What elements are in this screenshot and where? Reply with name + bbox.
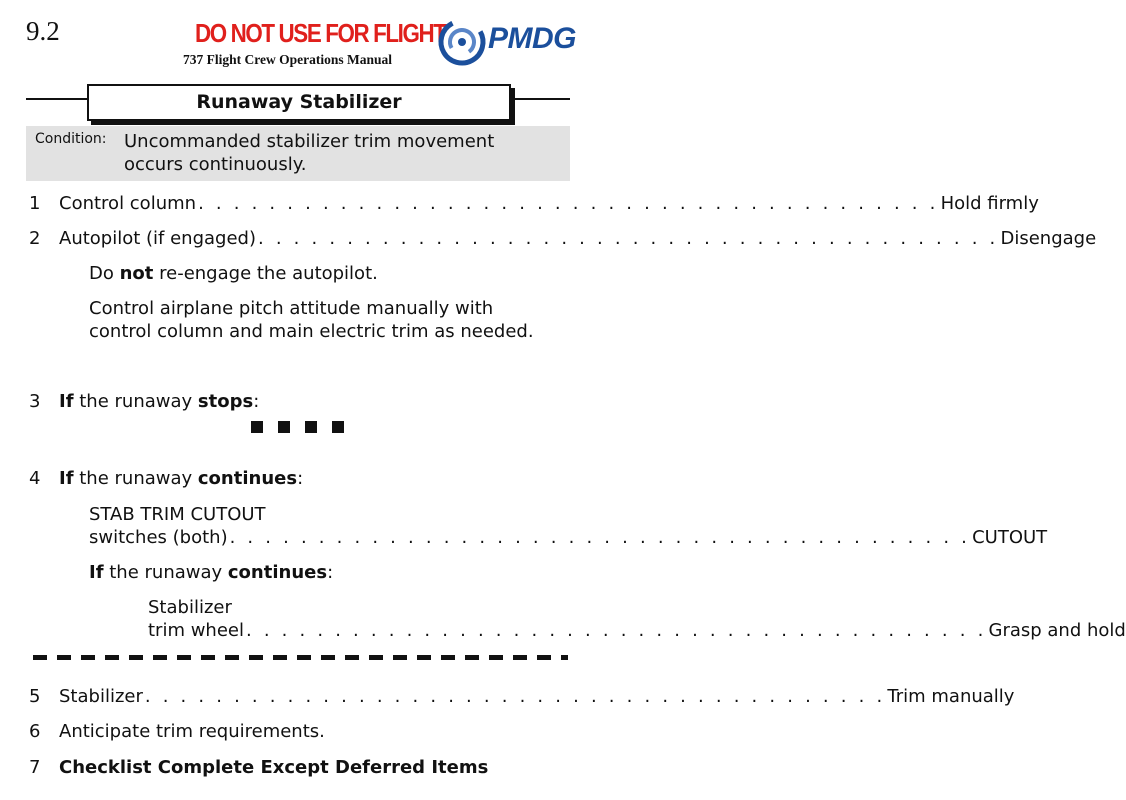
step-action: Hold firmly <box>940 193 1039 214</box>
note-emphasis: not <box>119 263 154 284</box>
condition-colon: : <box>297 468 304 489</box>
leader-dots: . . . . . . . . . . . . . . . . . . . . . . . . . . . . . . . . . . . . . . . . . . <box>246 620 987 641</box>
item-action: CUTOUT <box>972 527 1048 548</box>
item-action: Grasp and hold <box>988 620 1126 641</box>
leader-dots: . . . . . . . . . . . . . . . . . . . . . . . . . . . . . . . . . . . . . . . . . . <box>229 527 971 548</box>
step-4 <box>26 467 568 491</box>
end-marker-square <box>251 421 263 433</box>
note-text: re-engage the autopilot. <box>153 263 378 284</box>
condition-if: If <box>59 391 74 412</box>
end-marker-square <box>305 421 317 433</box>
checklist-title-box <box>87 84 511 121</box>
condition-text: the runaway <box>73 468 198 489</box>
step-condition <box>59 467 303 491</box>
step-label: Autopilot (if engaged) <box>59 228 256 249</box>
condition-if: If <box>89 562 104 583</box>
condition-keyword: continues <box>197 468 298 489</box>
step-7 <box>26 756 568 780</box>
wheel-item <box>148 619 1126 643</box>
step-number: 6 <box>29 721 41 742</box>
wheel-line-1: Stabilizer <box>148 597 232 618</box>
step-2-note-1 <box>89 262 559 285</box>
leader-dots: . . . . . . . . . . . . . . . . . . . . . . . . . . . . . . . . . . . . . . . . . . <box>144 686 886 707</box>
step-5 <box>26 685 1015 709</box>
leader-dots: . . . . . . . . . . . . . . . . . . . . . . . . . . . . . . . . . . . . . . . . . . <box>198 193 939 214</box>
step-text: Anticipate trim requirements. <box>59 721 325 742</box>
logo-text: PMDG <box>488 22 576 55</box>
end-marker-square <box>332 421 344 433</box>
step-number: 1 <box>29 193 41 214</box>
dashed-divider <box>33 655 568 660</box>
cutout-item <box>89 526 1048 550</box>
step-3 <box>26 390 568 414</box>
step-number: 4 <box>29 468 41 489</box>
step-number: 3 <box>29 391 41 412</box>
condition-text: the runaway <box>73 391 198 412</box>
step-2-note-2: Control airplane pitch attitude manually with control column and main electric trim as needed. <box>89 298 534 342</box>
condition-text: Uncommanded stabilizer trim movement occurs continuously. <box>124 131 495 175</box>
condition-label: Condition: <box>35 131 107 147</box>
step-number: 7 <box>29 757 41 778</box>
condition-box <box>26 126 570 181</box>
condition-keyword: stops <box>197 391 254 412</box>
step-text-bold: Checklist Complete Except Deferred Items <box>59 757 489 778</box>
manual-title: 737 Flight Crew Operations Manual <box>183 52 392 67</box>
condition-colon: : <box>253 391 260 412</box>
step-6 <box>26 720 568 744</box>
page-number: 9.2 <box>26 16 60 46</box>
leader-dots: . . . . . . . . . . . . . . . . . . . . . . . . . . . . . . . . . . . . . . . . . . <box>257 228 999 249</box>
cutout-line-1: STAB TRIM CUTOUT <box>89 504 266 525</box>
condition-if: If <box>59 468 74 489</box>
step-2 <box>26 227 1097 251</box>
step-1 <box>26 192 1039 216</box>
condition-text: the runaway <box>103 562 228 583</box>
step-action: Trim manually <box>887 686 1015 707</box>
step-number: 5 <box>29 686 41 707</box>
warning-banner: DO NOT USE FOR FLIGHT <box>195 18 446 48</box>
item-label: trim wheel <box>148 620 244 641</box>
condition-keyword: continues <box>227 562 328 583</box>
condition-colon: : <box>327 562 334 583</box>
step-number: 2 <box>29 228 41 249</box>
step-condition <box>59 390 259 414</box>
pmdg-swirl-icon <box>436 16 496 68</box>
step-label: Stabilizer <box>59 686 143 707</box>
checklist-title: Runaway Stabilizer <box>196 91 402 113</box>
sub-condition <box>89 561 333 584</box>
step-action: Disengage <box>1000 228 1097 249</box>
step-label: Control column <box>59 193 197 214</box>
item-label: switches (both) <box>89 527 228 548</box>
note-text: Do <box>89 263 120 284</box>
end-marker-square <box>278 421 290 433</box>
